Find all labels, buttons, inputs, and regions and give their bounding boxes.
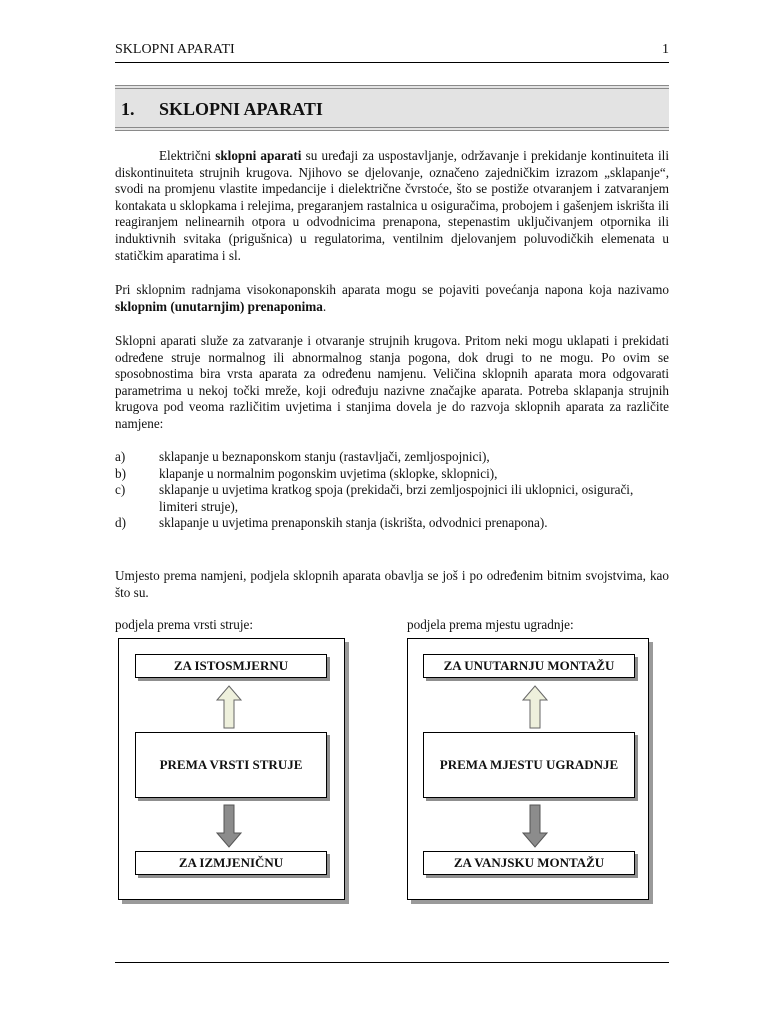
left-diagram-caption: podjela prema vrsti struje: bbox=[115, 617, 254, 632]
ac-box: ZA IZMJENIČNU bbox=[135, 851, 327, 875]
list-item: a) sklapanje u beznaponskom stanju (rastavljači, zemljospojnici), bbox=[115, 449, 490, 464]
page-header bbox=[115, 42, 669, 63]
up-arrow-icon bbox=[216, 685, 242, 729]
footer-rule bbox=[115, 962, 669, 963]
classification-paragraph: Umjesto prema namjeni, podjela sklopnih aparata obavlja se još i po određenim bitnim svojstvima, kao što su. bbox=[115, 568, 669, 600]
current-type-diagram bbox=[118, 638, 345, 900]
indoor-box: ZA UNUTARNJU MONTAŽU bbox=[423, 654, 635, 678]
chapter-title: SKLOPNI APARATI bbox=[159, 99, 323, 119]
up-arrow-icon bbox=[522, 685, 548, 729]
purpose-paragraph: Sklopni aparati služe za zatvaranje i otvaranje strujnih krugova. Pritom neki mogu uklapati i prekidati određene struje normalnog ili abnormalnog stanja pogona, dok drugi to ne mogu. Po ovim se sposobnostima bira vrsta aparata za određenu namjenu. Veličina sklopnih aparata mora odgovarati parametrima u nekoj točki mreže, koji određuju nazivne značajke aparata. Potreba sklapanja strujnih krugova pod veoma različitim uvjetima i stanjima dovela je do razvoja sklopnih aparata za različite namjene: bbox=[115, 333, 669, 431]
para2-text-1: Pri sklopnim radnjama visokonaponskih aparata mogu se pojaviti povećanja napona koja nazivamo bbox=[115, 282, 669, 297]
outdoor-box: ZA VANJSKU MONTAŽU bbox=[423, 851, 635, 875]
chapter-heading bbox=[115, 85, 669, 131]
para2-text-2: . bbox=[322, 298, 327, 314]
down-arrow-icon bbox=[216, 804, 242, 848]
installation-place-box: PREMA MJESTU UGRADNJE bbox=[423, 732, 635, 798]
right-diagram-caption: podjela prema mjestu ugradnje: bbox=[407, 617, 574, 632]
current-type-box: PREMA VRSTI STRUJE bbox=[135, 732, 327, 798]
page-number: 1 bbox=[662, 42, 669, 57]
para2-bold-term: sklopnim (unutarnjim) prenaponima bbox=[115, 298, 323, 314]
header-title: SKLOPNI APARATI bbox=[115, 42, 235, 57]
purpose-list bbox=[115, 449, 669, 532]
intro-paragraph bbox=[115, 148, 669, 264]
chapter-number: 1. bbox=[121, 99, 135, 119]
overvoltage-paragraph bbox=[115, 282, 669, 315]
list-item: c) sklapanje u uvjetima kratkog spoja (prekidači, brzi zemljospojnici ili uklopnici, osigurači, limiteri struje), bbox=[115, 482, 634, 514]
list-item: b) klapanje u normalnim pogonskim uvjetima (sklopke, sklopnici), bbox=[115, 465, 498, 481]
intro-text-2: su uređaji za uspostavljanje, održavanje i prekidanje kontinuiteta ili diskontinuiteta strujnih krugova. Njihovo se djelovanje, označeno zajedničkim izrazom „sklapanje“, svodi na promjenu vlastite impedancije i dielektrične čvrstoće, što se postiže otvaranjem i zatvaranjem kontakata u sklopkama i relejima, pregaranjem rastalnica u osiguračima, probojem i gašenjem iskrišta ili reagiranjem nelinearnih otpora u odvodnicima prenapona, stepenastim uključivanjem otpornika ili induktivnih svitaka (prigušnica) u regulatorima, ventilnim djelovanjem poluvodičkih elemenata u statičkim aparatima i sl. bbox=[115, 148, 669, 263]
list-item: d) sklapanje u uvjetima prenaponskih stanja (iskrišta, odvodnici prenapona). bbox=[115, 515, 548, 531]
installation-place-diagram bbox=[407, 638, 649, 900]
intro-text-1: Električni bbox=[159, 148, 216, 163]
down-arrow-icon bbox=[522, 804, 548, 848]
intro-bold-term: sklopni aparati bbox=[215, 148, 302, 163]
dc-box: ZA ISTOSMJERNU bbox=[135, 654, 327, 678]
